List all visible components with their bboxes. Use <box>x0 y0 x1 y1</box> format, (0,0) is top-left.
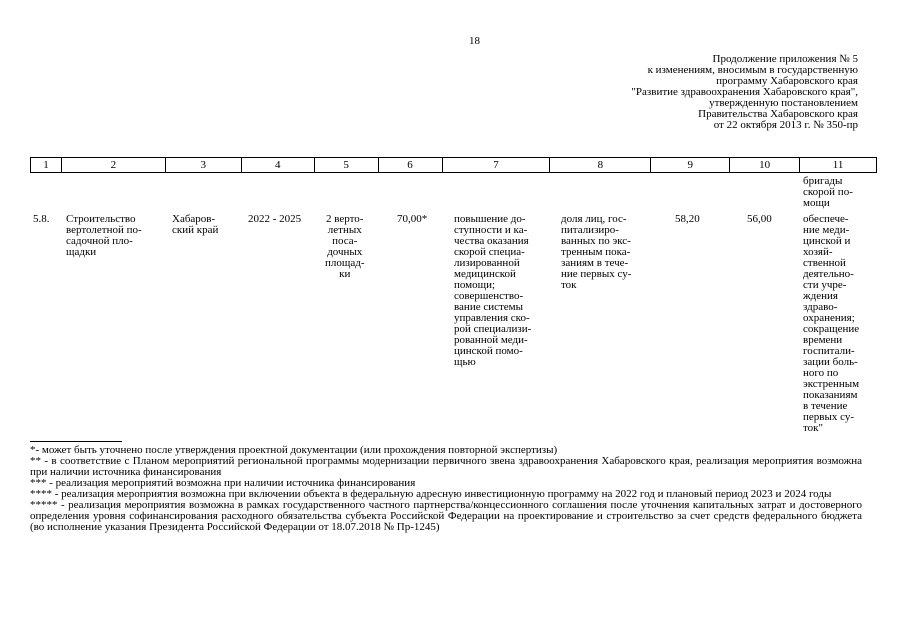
header-line: Правительства Хабаровского края <box>698 108 858 120</box>
footnote: ** - в соответствие с Планом мероприятий региональной программы модернизации первичного звена здравоохранения Хабаровского края, реализация мероприятия возможна при наличии источника финансирования <box>30 455 862 478</box>
continued-cell-text: бригады скорой по- мощи <box>803 175 853 209</box>
column-number: 7 <box>443 158 551 172</box>
column-number: 8 <box>550 158 651 172</box>
column-number: 6 <box>379 158 443 172</box>
table-column-numbers <box>30 157 877 173</box>
footnote: **** - реализация мероприятия возможна при включении объекта в федеральную адресную инвестиционную программу на 2022 год и плановый период 2023 и 2024 годы <box>30 488 832 500</box>
column-number: 3 <box>166 158 242 172</box>
header-line: "Развитие здравоохранения Хабаровского края", <box>631 86 858 98</box>
row-period: 2022 - 2025 <box>248 213 302 225</box>
row-goal: повышение до- ступности и ка- чества оказания скорой специа- лизированной медицинской помощи; совершенство- вание системы управления ско- рой специализи- рованной меди- цинской помо- щью <box>454 213 532 368</box>
row-cost: 70,00* <box>397 213 428 225</box>
row-name: Строительство вертолетной по- садочной пло- щадки <box>66 213 142 258</box>
header-line: утвержденную постановлением <box>709 97 858 109</box>
footnote-separator <box>30 441 122 442</box>
column-number: 11 <box>800 158 877 172</box>
row-indicator: доля лиц, гос- питализиро- ванных по экс- тренным пока- заниям в тече- ние первых су- ток <box>561 213 632 291</box>
column-number: 2 <box>62 158 166 172</box>
footnotes <box>30 445 862 533</box>
column-number: 5 <box>315 158 379 172</box>
row-value-10: 56,00 <box>747 213 772 225</box>
appendix-header <box>631 54 858 131</box>
header-line: от 22 октября 2013 г. № 350-пр <box>713 119 858 131</box>
header-line: Продолжение приложения № 5 <box>712 53 858 65</box>
row-value-9: 58,20 <box>675 213 700 225</box>
column-number: 10 <box>730 158 800 172</box>
header-line: к изменениям, вносимым в государственную <box>647 64 858 76</box>
page-number: 18 <box>469 35 480 47</box>
row-number: 5.8. <box>33 213 50 225</box>
footnote: *** - реализация мероприятий возможна при наличии источника финансирования <box>30 477 416 489</box>
column-number: 4 <box>242 158 315 172</box>
row-quantity: 2 верто- летных поса- дочных площад- ки <box>325 213 365 280</box>
row-result: обеспече- ние меди- цинской и хозяй- ственной деятельно- сти учре- ждения здраво- охранения; сокращение времени госпитали- зации боль- ного по экстренным показаниям в течение первых су- ток" <box>803 213 860 434</box>
column-number: 1 <box>31 158 62 172</box>
column-number: 9 <box>651 158 730 172</box>
footnote: *- может быть уточнено после утверждения проектной документации (или прохождения повторной экспертизы) <box>30 444 558 456</box>
footnote: ***** - реализация мероприятия возможна в рамках государственного частного партнерства/концессионного соглашения после уточнения капитальных затрат и достоверного определения уровня софинансирования расходного обязательства субъекта Российской Федерации на проектирование и строительство за счет средств федерального бюджета (во исполнение указания Президента Российской Федерации от 18.07.2018 № Пр-1245) <box>30 499 862 533</box>
header-line: программу Хабаровского края <box>716 75 858 87</box>
row-region: Хабаров- ский край <box>172 213 219 236</box>
